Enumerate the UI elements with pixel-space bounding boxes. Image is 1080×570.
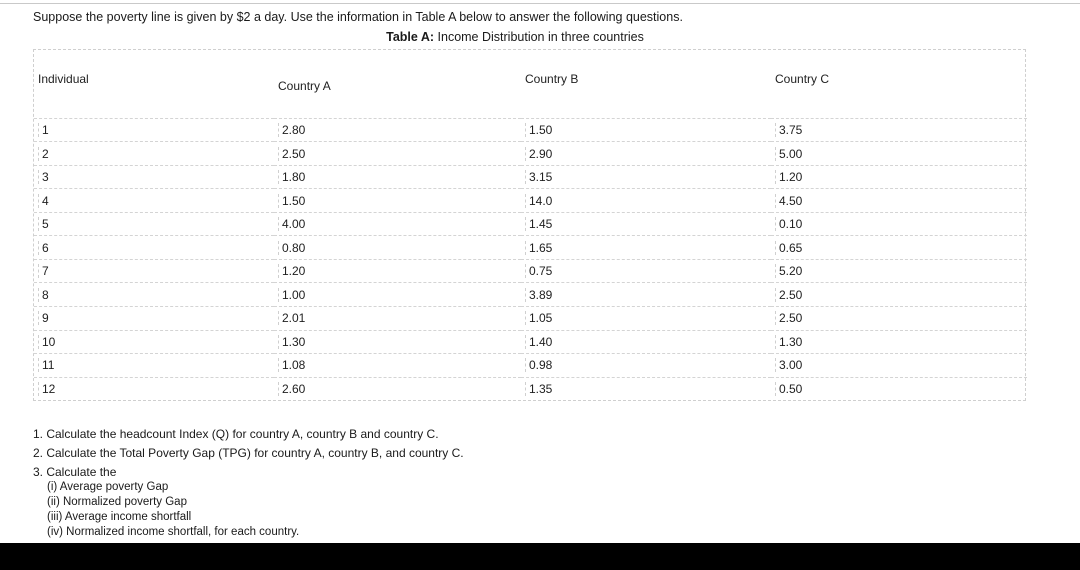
cell-country-c xyxy=(771,236,1027,260)
table-row xyxy=(34,307,1027,331)
cell-value: 1.50 xyxy=(278,194,521,208)
cell-country-a xyxy=(274,189,521,213)
cell-value: 0.80 xyxy=(278,241,521,255)
cell-country-b xyxy=(521,354,771,378)
cell-value: 1.05 xyxy=(525,311,771,325)
cell-individual xyxy=(34,259,274,283)
cell-individual xyxy=(34,189,274,213)
cell-country-a xyxy=(274,377,521,400)
cell-value: 0.10 xyxy=(775,217,1027,231)
cell-country-c xyxy=(771,354,1027,378)
cell-value: 1.20 xyxy=(278,264,521,278)
table-row xyxy=(34,330,1027,354)
cell-value: 3 xyxy=(38,170,274,184)
cell-value: 2.60 xyxy=(278,382,521,396)
cell-value: 5.20 xyxy=(775,264,1027,278)
cell-individual xyxy=(34,377,274,400)
bottom-bar xyxy=(0,543,1080,570)
cell-country-b xyxy=(521,283,771,307)
cell-individual xyxy=(34,142,274,166)
cell-value: 1.45 xyxy=(525,217,771,231)
header-individual: Individual xyxy=(38,72,89,86)
cell-country-b xyxy=(521,236,771,260)
cell-country-c xyxy=(771,330,1027,354)
table-row xyxy=(34,377,1027,400)
cell-value: 6 xyxy=(38,241,274,255)
cell-country-b xyxy=(521,189,771,213)
header-country-a: Country A xyxy=(278,79,331,93)
cell-country-a xyxy=(274,142,521,166)
intro-text: Suppose the poverty line is given by $2 a day. Use the information in Table A below to answer the following questions. xyxy=(33,10,683,24)
table-row xyxy=(34,212,1027,236)
cell-individual xyxy=(34,212,274,236)
header-country-b: Country B xyxy=(525,72,579,86)
cell-country-c xyxy=(771,307,1027,331)
cell-value: 1.35 xyxy=(525,382,771,396)
cell-value: 3.89 xyxy=(525,288,771,302)
cell-value: 1.40 xyxy=(525,335,771,349)
cell-value: 1.65 xyxy=(525,241,771,255)
cell-value: 2.50 xyxy=(775,288,1027,302)
cell-value: 9 xyxy=(38,311,274,325)
table-row xyxy=(34,165,1027,189)
table-caption-label: Table A: xyxy=(386,30,435,44)
cell-country-b xyxy=(521,212,771,236)
cell-country-a xyxy=(274,165,521,189)
cell-value: 1.08 xyxy=(278,358,521,372)
cell-value: 3.00 xyxy=(775,358,1027,372)
cell-country-c xyxy=(771,283,1027,307)
header-country-c: Country C xyxy=(775,72,830,86)
cell-value: 0.65 xyxy=(775,241,1027,255)
question-3-iv: (iv) Normalized income shortfall, for each country. xyxy=(47,526,300,538)
cell-value: 5 xyxy=(38,217,274,231)
cell-country-c xyxy=(771,377,1027,400)
table-row xyxy=(34,283,1027,307)
cell-value: 3.75 xyxy=(775,123,1027,137)
cell-value: 8 xyxy=(38,288,274,302)
table-row xyxy=(34,118,1027,142)
cell-country-a xyxy=(274,330,521,354)
cell-country-a xyxy=(274,118,521,142)
cell-country-c xyxy=(771,165,1027,189)
cell-value: 5.00 xyxy=(775,147,1027,161)
cell-value: 1.30 xyxy=(775,335,1027,349)
cell-country-c xyxy=(771,189,1027,213)
cell-value: 2 xyxy=(38,147,274,161)
cell-individual xyxy=(34,118,274,142)
cell-value: 2.50 xyxy=(278,147,521,161)
table-row xyxy=(34,189,1027,213)
cell-country-a xyxy=(274,259,521,283)
cell-value: 12 xyxy=(38,382,274,396)
table-header-row xyxy=(34,50,1027,118)
cell-value: 4.50 xyxy=(775,194,1027,208)
cell-country-c xyxy=(771,118,1027,142)
cell-country-c xyxy=(771,212,1027,236)
cell-value: 14.0 xyxy=(525,194,771,208)
table-row xyxy=(34,259,1027,283)
table-row xyxy=(34,142,1027,166)
cell-country-b xyxy=(521,330,771,354)
cell-country-a xyxy=(274,283,521,307)
cell-country-a xyxy=(274,354,521,378)
question-3-ii: (ii) Normalized poverty Gap xyxy=(47,496,187,508)
cell-country-b xyxy=(521,259,771,283)
cell-value: 2.01 xyxy=(278,311,521,325)
cell-country-a xyxy=(274,236,521,260)
cell-individual xyxy=(34,330,274,354)
cell-individual xyxy=(34,307,274,331)
cell-country-b xyxy=(521,165,771,189)
cell-value: 2.80 xyxy=(278,123,521,137)
cell-value: 1.00 xyxy=(278,288,521,302)
cell-value: 7 xyxy=(38,264,274,278)
question-3-iii: (iii) Average income shortfall xyxy=(47,511,192,523)
cell-country-b xyxy=(521,377,771,400)
table-row xyxy=(34,354,1027,378)
cell-value: 4 xyxy=(38,194,274,208)
question-3-i: (i) Average poverty Gap xyxy=(47,481,169,493)
cell-individual xyxy=(34,354,274,378)
cell-value: 2.90 xyxy=(525,147,771,161)
cell-value: 11 xyxy=(38,358,274,372)
cell-value: 0.50 xyxy=(775,382,1027,396)
cell-individual xyxy=(34,236,274,260)
cell-value: 1.80 xyxy=(278,170,521,184)
cell-value: 4.00 xyxy=(278,217,521,231)
question-1: 1. Calculate the headcount Index (Q) for country A, country B and country C. xyxy=(33,427,439,441)
cell-value: 1 xyxy=(38,123,274,137)
cell-country-b xyxy=(521,307,771,331)
cell-individual xyxy=(34,283,274,307)
cell-value: 10 xyxy=(38,335,274,349)
cell-country-b xyxy=(521,118,771,142)
cell-individual xyxy=(34,165,274,189)
table-row xyxy=(34,236,1027,260)
question-3: 3. Calculate the xyxy=(33,465,117,479)
cell-value: 1.20 xyxy=(775,170,1027,184)
cell-value: 0.98 xyxy=(525,358,771,372)
cell-country-c xyxy=(771,259,1027,283)
cell-country-a xyxy=(274,212,521,236)
cell-value: 0.75 xyxy=(525,264,771,278)
cell-country-a xyxy=(274,307,521,331)
table-caption xyxy=(0,30,1030,44)
cell-value: 3.15 xyxy=(525,170,771,184)
cell-country-c xyxy=(771,142,1027,166)
income-table xyxy=(33,49,1026,401)
cell-value: 1.50 xyxy=(525,123,771,137)
cell-value: 2.50 xyxy=(775,311,1027,325)
question-2: 2. Calculate the Total Poverty Gap (TPG) for country A, country B, and country C. xyxy=(33,446,464,460)
top-divider xyxy=(0,3,1080,4)
cell-value: 1.30 xyxy=(278,335,521,349)
table-caption-text: Income Distribution in three countries xyxy=(437,30,644,44)
questions-list xyxy=(33,427,464,540)
cell-country-b xyxy=(521,142,771,166)
